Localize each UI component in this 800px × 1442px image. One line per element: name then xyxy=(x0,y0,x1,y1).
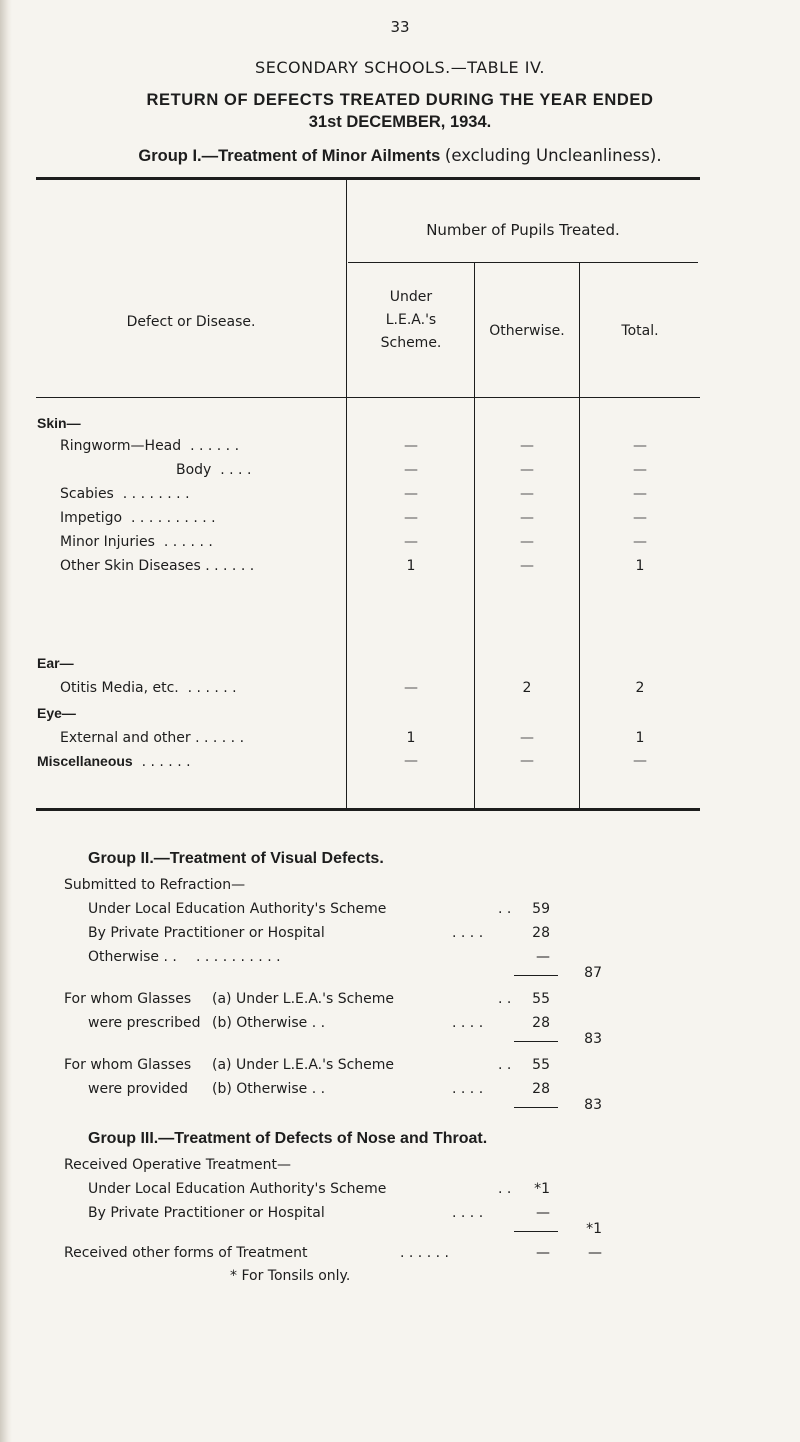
cell-under: — xyxy=(404,753,418,769)
refraction-line: Otherwise . . xyxy=(88,949,177,965)
row-label-ringworm-head: Ringworm—Head . . . . . . xyxy=(60,438,240,454)
refraction-line: By Private Practitioner or Hospital xyxy=(88,925,325,941)
cell-otherwise: — xyxy=(520,486,534,502)
col-header-under-l2: L.E.A.'s xyxy=(385,312,437,328)
col-rule-1 xyxy=(346,179,347,809)
value: — xyxy=(536,1245,550,1261)
cell-otherwise: — xyxy=(520,753,534,769)
group1-heading-normal: (excluding Uncleanliness). xyxy=(444,146,662,165)
value: 28 xyxy=(532,1015,550,1031)
cell-under: — xyxy=(404,486,418,502)
group2-heading: Group II.—Treatment of Visual Defects. xyxy=(88,850,384,867)
leader-dots: . . . . xyxy=(452,1015,484,1031)
group1-heading-bold: Group I.—Treatment of Minor Ailments xyxy=(138,147,441,165)
leader-dots: . . xyxy=(498,1057,512,1073)
prescribed-a: (a) Under L.E.A.'s Scheme xyxy=(212,991,395,1007)
cell-total: — xyxy=(633,510,647,526)
cell-total: 1 xyxy=(635,558,645,574)
operative-line: Under Local Education Authority's Scheme xyxy=(88,1181,387,1197)
cell-otherwise: — xyxy=(520,558,534,574)
table-bottom-rule xyxy=(36,808,700,811)
cell-total: — xyxy=(633,438,647,454)
cell-under: — xyxy=(404,510,418,526)
subheader-rule xyxy=(348,262,698,263)
section-skin: Skin— xyxy=(37,415,81,431)
value: *1 xyxy=(534,1181,550,1197)
row-label-impetigo: Impetigo . . . . . . . . . . xyxy=(60,510,216,526)
header-bottom-rule xyxy=(36,397,700,398)
row-label-miscellaneous: Miscellaneous . . . . . . xyxy=(37,753,191,770)
table-top-rule xyxy=(36,177,700,180)
sum-rule xyxy=(514,975,558,976)
col-header-defect: Defect or Disease. xyxy=(126,314,256,330)
provided-a: (a) Under L.E.A.'s Scheme xyxy=(212,1057,395,1073)
cell-total: — xyxy=(633,534,647,550)
cell-under: 1 xyxy=(406,558,416,574)
group2-submitted: Submitted to Refraction— xyxy=(64,877,246,893)
cell-under: — xyxy=(404,462,418,478)
total-provided: 83 xyxy=(584,1097,602,1113)
leader-dots: . . . . xyxy=(452,925,484,941)
cell-total: 1 xyxy=(635,730,645,746)
leader-dots: . . xyxy=(498,991,512,1007)
col-header-number-treated: Number of Pupils Treated. xyxy=(426,221,620,239)
cell-otherwise: — xyxy=(520,462,534,478)
cell-total: 2 xyxy=(635,680,645,696)
footnote: * For Tonsils only. xyxy=(230,1268,351,1284)
sum-rule xyxy=(514,1231,558,1232)
total-operative: *1 xyxy=(586,1221,602,1237)
page-number: 33 xyxy=(390,18,410,36)
value: 55 xyxy=(532,991,550,1007)
page-title: SECONDARY SCHOOLS.—TABLE IV. xyxy=(255,58,545,77)
col-header-under-l1: Under xyxy=(389,289,433,305)
cell-total: — xyxy=(633,462,647,478)
cell-total: — xyxy=(633,753,647,769)
col-header-otherwise: Otherwise. xyxy=(489,323,565,339)
cell-otherwise: — xyxy=(520,510,534,526)
operative-line: By Private Practitioner or Hospital xyxy=(88,1205,325,1221)
cell-otherwise: 2 xyxy=(522,680,532,696)
row-label-other-skin: Other Skin Diseases . . . . . . xyxy=(60,558,255,574)
col-header-under-l3: Scheme. xyxy=(380,335,442,351)
leader-dots: . . . . xyxy=(452,1205,484,1221)
sum-rule xyxy=(514,1041,558,1042)
total-prescribed: 83 xyxy=(584,1031,602,1047)
row-label-minor-injuries: Minor Injuries . . . . . . xyxy=(60,534,213,550)
other-forms-label: Received other forms of Treatment xyxy=(64,1245,308,1261)
value: 28 xyxy=(532,1081,550,1097)
return-heading-line2: 31st DECEMBER, 1934. xyxy=(308,113,492,131)
row-label-otitis-media: Otitis Media, etc. . . . . . . xyxy=(60,680,237,696)
cell-otherwise: — xyxy=(520,438,534,454)
cell-under: — xyxy=(404,438,418,454)
value: — xyxy=(536,1205,550,1221)
leader-dots: . . . . . . xyxy=(400,1245,449,1261)
section-eye: Eye— xyxy=(37,705,76,721)
cell-otherwise: — xyxy=(520,730,534,746)
total-refraction: 87 xyxy=(584,965,602,981)
total-other-forms: — xyxy=(588,1245,602,1261)
group3-heading: Group III.—Treatment of Defects of Nose and Throat. xyxy=(88,1130,488,1147)
refraction-line: Under Local Education Authority's Scheme xyxy=(88,901,387,917)
sum-rule xyxy=(514,1107,558,1108)
page-spine-shadow xyxy=(0,0,12,1442)
provided-label-2: were provided xyxy=(88,1081,189,1097)
prescribed-label-2: were prescribed xyxy=(88,1015,201,1031)
leader-dots: . . . . . . . . . . xyxy=(196,949,281,965)
value: 28 xyxy=(532,925,550,941)
cell-otherwise: — xyxy=(520,534,534,550)
group1-heading xyxy=(0,146,800,166)
prescribed-b: (b) Otherwise . . xyxy=(212,1015,326,1031)
row-label-scabies: Scabies . . . . . . . . xyxy=(60,486,190,502)
value: 59 xyxy=(532,901,550,917)
value: — xyxy=(536,949,550,965)
col-header-total: Total. xyxy=(621,323,659,339)
prescribed-label-1: For whom Glasses xyxy=(64,991,192,1007)
provided-b: (b) Otherwise . . xyxy=(212,1081,326,1097)
cell-under: — xyxy=(404,534,418,550)
value: 55 xyxy=(532,1057,550,1073)
row-label-body: Body . . . . xyxy=(176,462,252,478)
cell-total: — xyxy=(633,486,647,502)
leader-dots: . . . . xyxy=(452,1081,484,1097)
section-ear: Ear— xyxy=(37,655,74,671)
cell-under: — xyxy=(404,680,418,696)
return-heading-line1: RETURN OF DEFECTS TREATED DURING THE YEAR ENDED xyxy=(146,91,654,109)
group3-received-operative: Received Operative Treatment— xyxy=(64,1157,291,1173)
row-label-external-other: External and other . . . . . . xyxy=(60,730,245,746)
leader-dots: . . xyxy=(498,1181,512,1197)
provided-label-1: For whom Glasses xyxy=(64,1057,192,1073)
leader-dots: . . xyxy=(498,901,512,917)
cell-under: 1 xyxy=(406,730,416,746)
